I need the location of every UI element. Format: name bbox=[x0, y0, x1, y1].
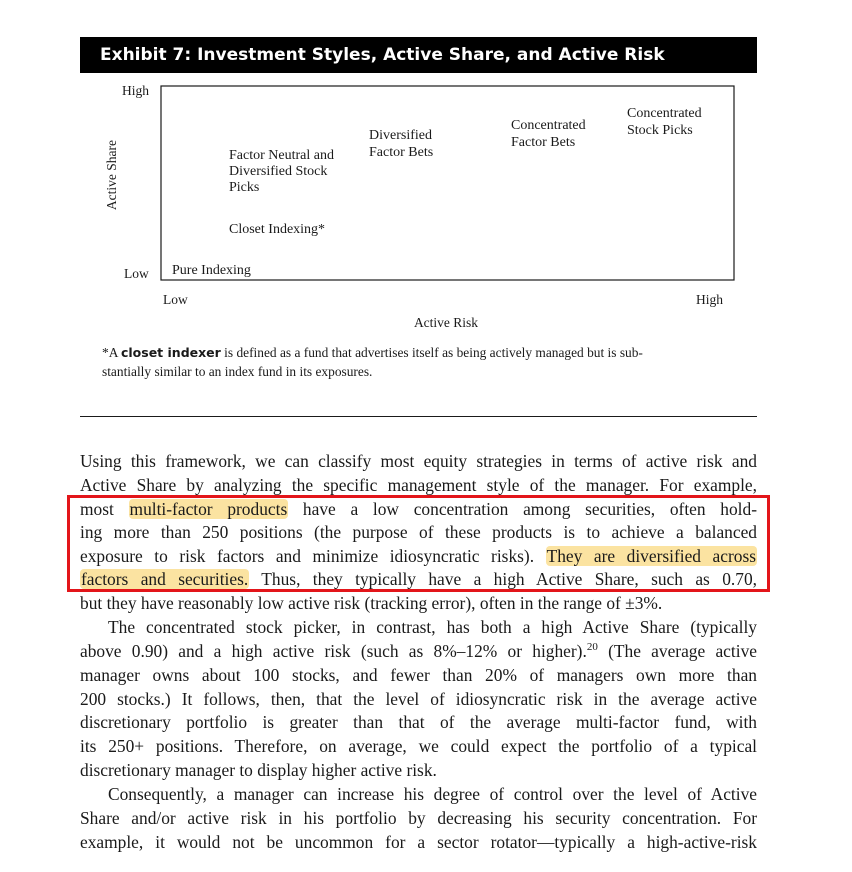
footnote-ref-20[interactable]: 20 bbox=[586, 641, 598, 654]
style-closet-indexing bbox=[229, 222, 325, 237]
style-pure-indexing bbox=[172, 263, 251, 278]
paragraph-2-line-7: discretionary manager to display higher active risk. bbox=[80, 760, 437, 780]
paragraph-3-line-2: Share and/or active risk in his portfolio by decreasing his security concentration. For bbox=[80, 808, 757, 828]
paragraph-1-line-4: ing more than 250 positions (the purpose of these products is to achieve a balanced bbox=[80, 522, 757, 542]
y-low-label: Low bbox=[124, 266, 149, 281]
paragraph-2-line-6: its 250+ positions. Therefore, on average, we could expect the portfolio of a typical bbox=[80, 736, 757, 756]
paragraph-1-line-1: Using this framework, we can classify most equity strategies in terms of active risk and bbox=[80, 451, 757, 471]
text-run: (The average active bbox=[597, 641, 757, 661]
paragraph-2-line-3: manager owns about 100 stocks, and fewer than 20% of managers own more than bbox=[80, 665, 757, 685]
text-run: most bbox=[80, 499, 129, 519]
exhibit-title: Exhibit 7: Investment Styles, Active Share, and Active Risk bbox=[80, 37, 757, 73]
text-run: exposure to risk factors and minimize idiosyncratic risks). bbox=[80, 546, 546, 566]
style-label-line: Diversified Stock bbox=[229, 164, 328, 179]
text-run: Thus, they typically have a high Active Share, such as 0.70, bbox=[249, 569, 757, 589]
style-label-line: Closet Indexing* bbox=[229, 222, 326, 237]
style-label-line: Factor Bets bbox=[511, 135, 576, 150]
footnote-line-2: stantially similar to an index fund in its exposures. bbox=[102, 364, 373, 379]
paragraph-1-line-7: but they have reasonably low active risk (tracking error), often in the range of ±3%. bbox=[80, 593, 663, 613]
style-concentrated-stock-picks bbox=[627, 106, 702, 138]
footnote-term: closet indexer bbox=[120, 345, 221, 360]
style-label-line: Stock Picks bbox=[627, 123, 693, 138]
paragraph-1-line-2: Active Share by analyzing the specific management style of the manager. For example, bbox=[80, 475, 757, 495]
paragraph-2-line-2 bbox=[80, 639, 757, 663]
paragraph-3-line-3: example, it would not be uncommon for a sector rotator—typically a high-active-risk bbox=[80, 832, 757, 852]
x-high-label: High bbox=[696, 292, 723, 307]
y-axis-label: Active Share bbox=[104, 139, 119, 211]
footnote-text: is defined as a fund that advertises itself as being actively managed but is sub- bbox=[220, 345, 643, 360]
highlight-diversified-part-2: factors and securities. bbox=[81, 569, 249, 589]
paragraph-2-line-4: 200 stocks.) It follows, then, that the level of idiosyncratic risk in the average active bbox=[80, 689, 757, 709]
paragraph-2-line-5: discretionary portfolio is greater than that of the average multi-factor fund, with bbox=[80, 712, 757, 732]
style-factor-neutral bbox=[229, 148, 334, 195]
annotation-box bbox=[67, 495, 770, 592]
paragraph-3-line-1: Consequently, a manager can increase his degree of control over the level of Active bbox=[108, 784, 757, 804]
exhibit-footnote bbox=[102, 343, 742, 381]
paragraph-2-line-1: The concentrated stock picker, in contrast, has both a high Active Share (typically bbox=[108, 617, 757, 637]
style-label-line: Concentrated bbox=[627, 106, 702, 121]
x-axis-label: Active Risk bbox=[413, 315, 479, 330]
text-run: above 0.90) and a high active risk (such as 8%–12% or higher). bbox=[80, 641, 587, 661]
highlight-diversified-part-1: They are diversified across bbox=[546, 546, 756, 566]
y-high-label: High bbox=[122, 83, 149, 98]
section-divider bbox=[80, 416, 757, 417]
footnote-line-1 bbox=[102, 343, 742, 362]
style-diversified-factor-bets bbox=[369, 128, 433, 160]
x-low-label: Low bbox=[163, 292, 188, 307]
style-label-line: Pure Indexing bbox=[172, 263, 251, 278]
style-label-line: Factor Neutral and bbox=[229, 148, 334, 163]
text-run: have a low concentration among securities, often hold- bbox=[288, 499, 758, 519]
style-concentrated-factor-bets bbox=[511, 118, 586, 150]
style-label-line: Concentrated bbox=[511, 118, 586, 133]
style-label-line: Factor Bets bbox=[369, 145, 434, 160]
style-label-line: Picks bbox=[229, 180, 260, 195]
footnote-prefix: *A bbox=[102, 345, 121, 360]
highlight-multi-factor-products: multi-factor products bbox=[129, 499, 288, 519]
style-label-line: Diversified bbox=[369, 128, 432, 143]
